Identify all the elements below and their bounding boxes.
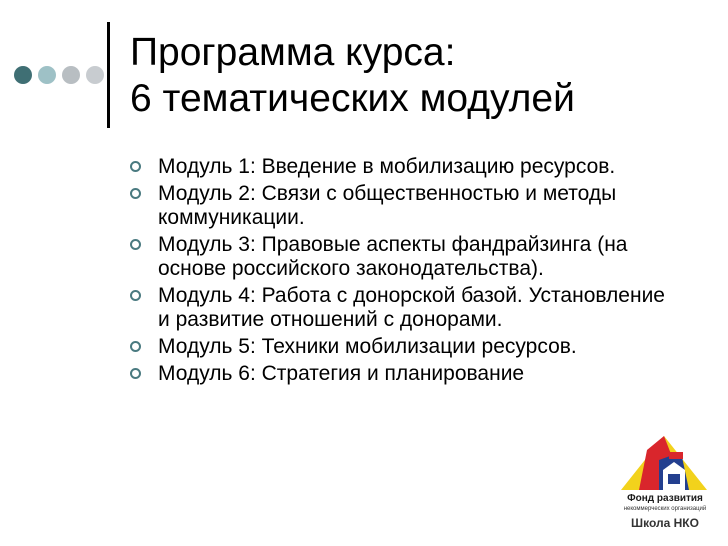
- bullet-icon: [130, 161, 141, 172]
- dot-light-grey: [86, 66, 104, 84]
- module-text: Модуль 6: Стратегия и планирование: [158, 362, 525, 385]
- title-line-1: Программа курса:: [130, 31, 456, 74]
- module-text: Модуль 5: Техники мобилизации ресурсов.: [158, 335, 577, 358]
- dot-dark: [14, 66, 32, 84]
- list-item: [130, 284, 670, 332]
- logo-caption-subtitle: некоммерческих организаций: [623, 506, 707, 512]
- list-item: [130, 182, 670, 230]
- module-list: [130, 155, 670, 389]
- bullet-icon: [130, 341, 141, 352]
- bullet-icon: [130, 188, 141, 199]
- module-text: Модуль 3: Правовые аспекты фандрайзинга (на основе российского законодательства).: [158, 233, 628, 280]
- title-line-2: 6 тематических модулей: [130, 77, 575, 120]
- title-divider: [107, 22, 110, 128]
- dot-light-teal: [38, 66, 56, 84]
- list-item: [130, 335, 670, 359]
- list-item: [130, 362, 670, 386]
- list-item: [130, 155, 670, 179]
- module-text: Модуль 4: Работа с донорской базой. Установление и развитие отношений с донорами.: [158, 284, 665, 331]
- slide-title: [130, 30, 690, 122]
- bullet-icon: [130, 239, 141, 250]
- bullet-icon: [130, 290, 141, 301]
- logo-caption-school: Школа НКО: [631, 516, 699, 530]
- list-item: [130, 233, 670, 281]
- module-text: Модуль 1: Введение в мобилизацию ресурсов.: [158, 155, 616, 178]
- logo-caption-fund: Фонд развития: [627, 493, 703, 504]
- bullet-icon: [130, 368, 141, 379]
- dot-grey: [62, 66, 80, 84]
- module-text: Модуль 2: Связи с общественностью и методы коммуникации.: [158, 182, 617, 229]
